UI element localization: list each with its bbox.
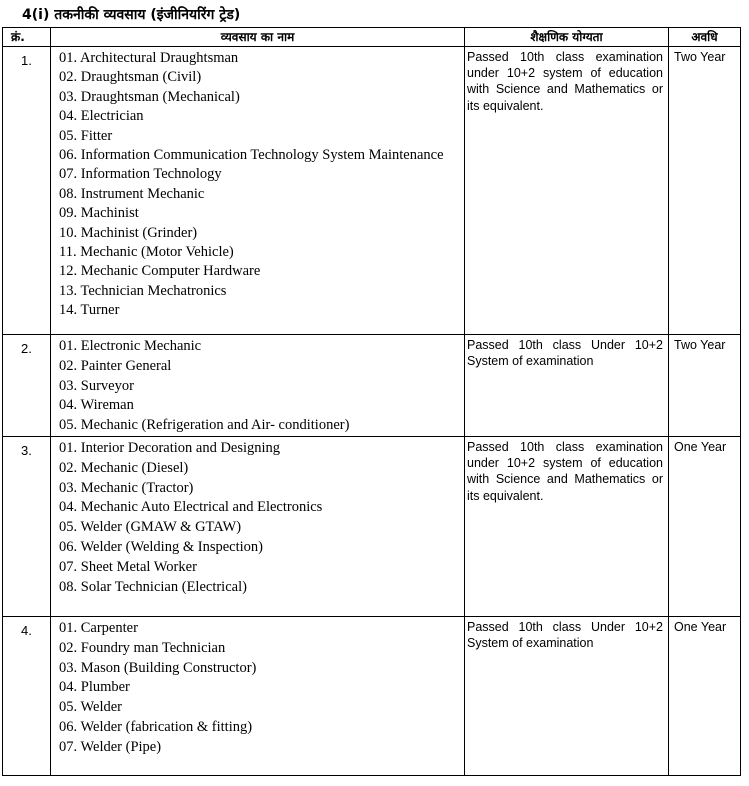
trade-item: 11. Mechanic (Motor Vehicle) xyxy=(59,244,234,261)
table-row xyxy=(3,616,741,775)
trade-item: 03. Mechanic (Tractor) xyxy=(59,479,194,496)
trade-item: 04. Wireman xyxy=(59,397,134,414)
duration-text: One Year xyxy=(669,436,741,616)
trade-item: 12. Mechanic Computer Hardware xyxy=(59,263,261,280)
row-sno: 4. xyxy=(3,616,51,775)
row-sno: 2. xyxy=(3,335,51,437)
trade-list xyxy=(51,47,465,335)
trade-item: 05. Mechanic (Refrigeration and Air- conditioner) xyxy=(59,417,350,434)
trade-item: 07. Sheet Metal Worker xyxy=(59,558,197,575)
trade-item: 03. Surveyor xyxy=(59,377,134,394)
trade-item: 03. Mason (Building Constructor) xyxy=(59,659,257,676)
trade-item: 01. Carpenter xyxy=(59,619,138,636)
trade-item: 10. Machinist (Grinder) xyxy=(59,224,198,241)
row-sno: 1. xyxy=(3,47,51,335)
trade-item: 05. Welder (GMAW & GTAW) xyxy=(59,519,242,536)
trade-item: 09. Machinist xyxy=(59,205,139,222)
table-row xyxy=(3,47,741,335)
trades-table xyxy=(2,27,741,776)
trade-item: 13. Technician Mechatronics xyxy=(59,282,227,299)
trade-item: 04. Plumber xyxy=(59,679,130,696)
qualification-text: Passed 10th class examination under 10+2 system of education with Science and Mathematics or its equivalent. xyxy=(465,47,669,335)
table-header-row xyxy=(3,28,741,47)
trade-item: 06. Information Communication Technology System Maintenance xyxy=(59,147,444,164)
trade-item: 06. Welder (fabrication & fitting) xyxy=(59,718,253,735)
trade-item: 06. Welder (Welding & Inspection) xyxy=(59,538,263,555)
trade-item: 01. Electronic Mechanic xyxy=(59,338,202,354)
header-trade-name: व्यवसाय का नाम xyxy=(51,28,465,47)
header-qualification: शैक्षणिक योग्यता xyxy=(465,28,669,47)
trade-list xyxy=(51,436,465,616)
table-row xyxy=(3,335,741,437)
duration-text: Two Year xyxy=(669,335,741,437)
trade-list xyxy=(51,616,465,775)
duration-text: One Year xyxy=(669,616,741,775)
header-sno: क्रं. xyxy=(3,28,51,47)
trade-item: 14. Turner xyxy=(59,302,120,319)
trade-item: 02. Draughtsman (Civil) xyxy=(59,69,202,86)
trade-item: 02. Mechanic (Diesel) xyxy=(59,459,189,476)
trade-item: 01. Interior Decoration and Designing xyxy=(59,439,281,456)
trade-item: 05. Welder xyxy=(59,699,122,716)
trade-item: 07. Welder (Pipe) xyxy=(59,738,162,755)
trade-item: 04. Mechanic Auto Electrical and Electronics xyxy=(59,499,323,516)
trade-item: 05. Fitter xyxy=(59,127,113,144)
qualification-text: Passed 10th class examination under 10+2 system of education with Science and Mathematics or its equivalent. xyxy=(465,436,669,616)
trade-item: 02. Painter General xyxy=(59,357,172,374)
trade-item: 02. Foundry man Technician xyxy=(59,639,226,656)
duration-text: Two Year xyxy=(669,47,741,335)
trade-item: 08. Solar Technician (Electrical) xyxy=(59,578,247,595)
trade-item: 01. Architectural Draughtsman xyxy=(59,50,239,66)
trade-list xyxy=(51,335,465,437)
header-duration: अवधि xyxy=(669,28,741,47)
row-sno: 3. xyxy=(3,436,51,616)
table-row xyxy=(3,436,741,616)
trade-item: 04. Electrician xyxy=(59,108,144,125)
trade-item: 03. Draughtsman (Mechanical) xyxy=(59,88,240,105)
section-title: 4(i) तकनीकी व्यवसाय (इंजीनियरिंग ट्रेड) xyxy=(22,7,241,23)
trade-item: 08. Instrument Mechanic xyxy=(59,185,205,202)
qualification-text: Passed 10th class Under 10+2 System of examination xyxy=(465,616,669,775)
trade-item: 07. Information Technology xyxy=(59,166,222,183)
qualification-text: Passed 10th class Under 10+2 System of examination xyxy=(465,335,669,437)
